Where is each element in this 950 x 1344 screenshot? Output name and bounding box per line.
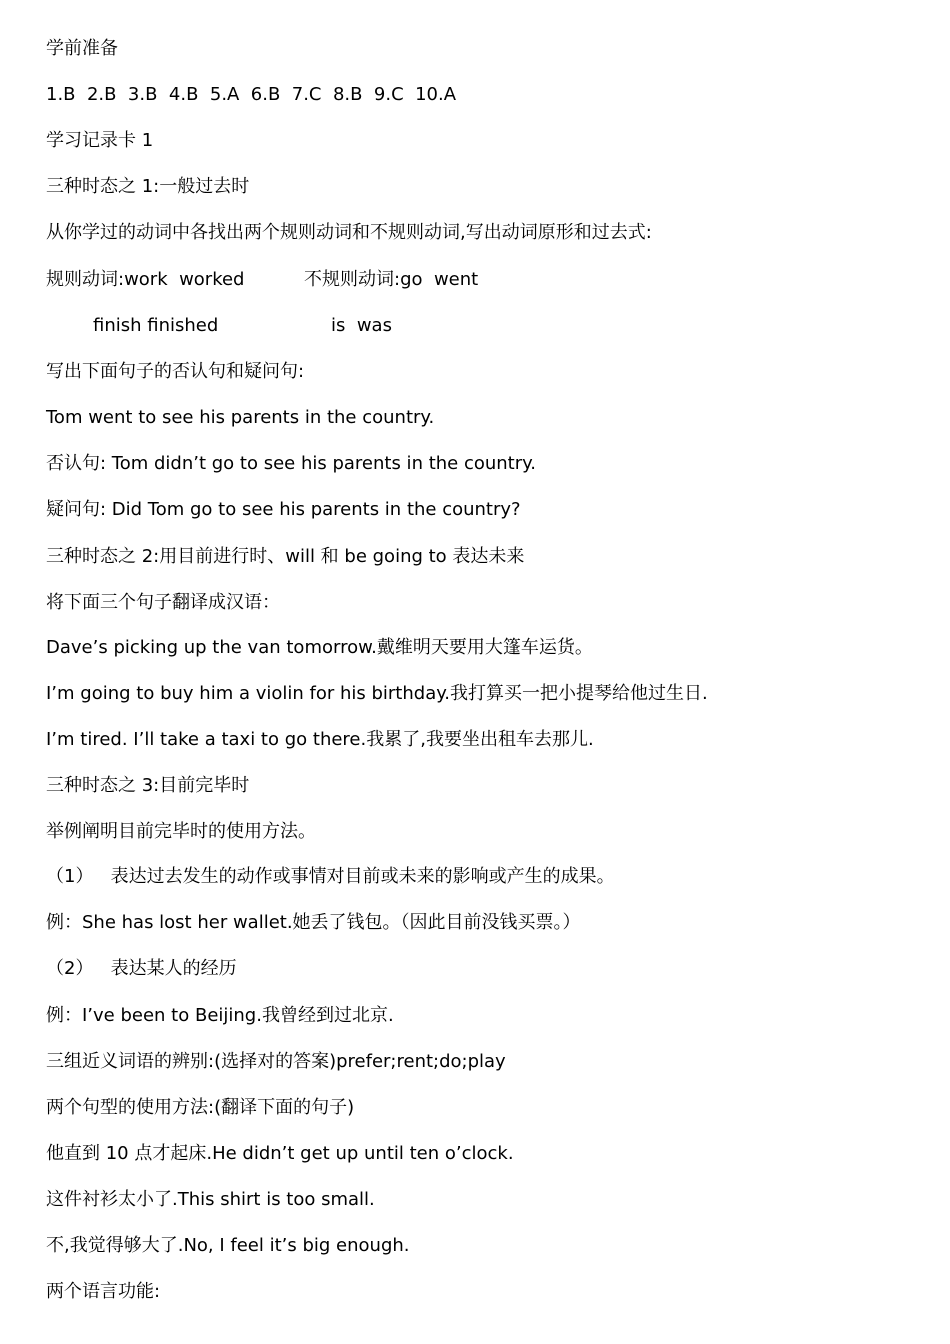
example-sentence: Tom went to see his parents in the country. [46, 407, 435, 428]
instruction-verbs: 从你学过的动词中各找出两个规则动词和不规则动词,写出动词原形和过去式: [46, 222, 652, 243]
tense-heading-1: 三种时态之 1:一般过去时 [46, 176, 250, 197]
answer-key-line: 1.B 2.B 3.B 4.B 5.A 6.B 7.C 8.B 9.C 10.A [46, 84, 457, 105]
section-heading-preparation: 学前准备 [46, 38, 118, 59]
pattern-example-1: 他直到 10 点才起床.He didn’t get up until ten o’clock. [46, 1143, 514, 1164]
instruction-negative-question: 写出下面句子的否认句和疑问句: [46, 361, 305, 382]
regular-verb-row-2: finish finished [93, 315, 219, 336]
usage-example-2: 例：I’ve been to Beijing.我曾经到过北京. [46, 1005, 394, 1026]
synonym-section: 三组近义词语的辨别:(选择对的答案)prefer;rent;do;play [46, 1051, 506, 1072]
usage-point-2: （2） 表达某人的经历 [46, 958, 237, 979]
irregular-verb-row-2: is was [331, 315, 392, 336]
regular-verb-row-1: 规则动词:work worked [46, 269, 245, 290]
pattern-example-2: 这件衬衫太小了.This shirt is too small. [46, 1189, 375, 1210]
tense-heading-2: 三种时态之 2:用目前进行时、will 和 be going to 表达未来 [46, 546, 525, 567]
instruction-present-perfect: 举例阐明目前完毕时的使用方法。 [46, 821, 316, 842]
translation-1: Dave’s picking up the van tomorrow.戴维明天要用大篷车运货。 [46, 637, 593, 658]
instruction-translate: 将下面三个句子翻译成汉语： [46, 592, 280, 613]
translation-2: I’m going to buy him a violin for his birthday.我打算买一把小提琴给他过生日. [46, 683, 708, 704]
sentence-pattern-heading: 两个句型的使用方法:(翻译下面的句子) [46, 1097, 355, 1118]
tense-heading-3: 三种时态之 3:目前完毕时 [46, 775, 250, 796]
usage-example-1: 例：She has lost her wallet.她丢了钱包。（因此目前没钱买票。） [46, 912, 581, 933]
pattern-example-3: 不,我觉得够大了.No, I feel it’s big enough. [46, 1235, 410, 1256]
language-function-heading: 两个语言功能: [46, 1281, 161, 1302]
usage-point-1: （1） 表达过去发生的动作或事情对目前或未来的影响或产生的成果。 [46, 866, 615, 887]
question-sentence: 疑问句: Did Tom go to see his parents in the country? [46, 499, 521, 520]
irregular-verb-row-1: 不规则动词:go went [304, 269, 479, 290]
section-heading-record-card: 学习记录卡 1 [46, 130, 154, 151]
negative-sentence: 否认句: Tom didn’t go to see his parents in the country. [46, 453, 536, 474]
translation-3: I’m tired. I’ll take a taxi to go there.我累了,我要坐出租车去那儿. [46, 729, 594, 750]
